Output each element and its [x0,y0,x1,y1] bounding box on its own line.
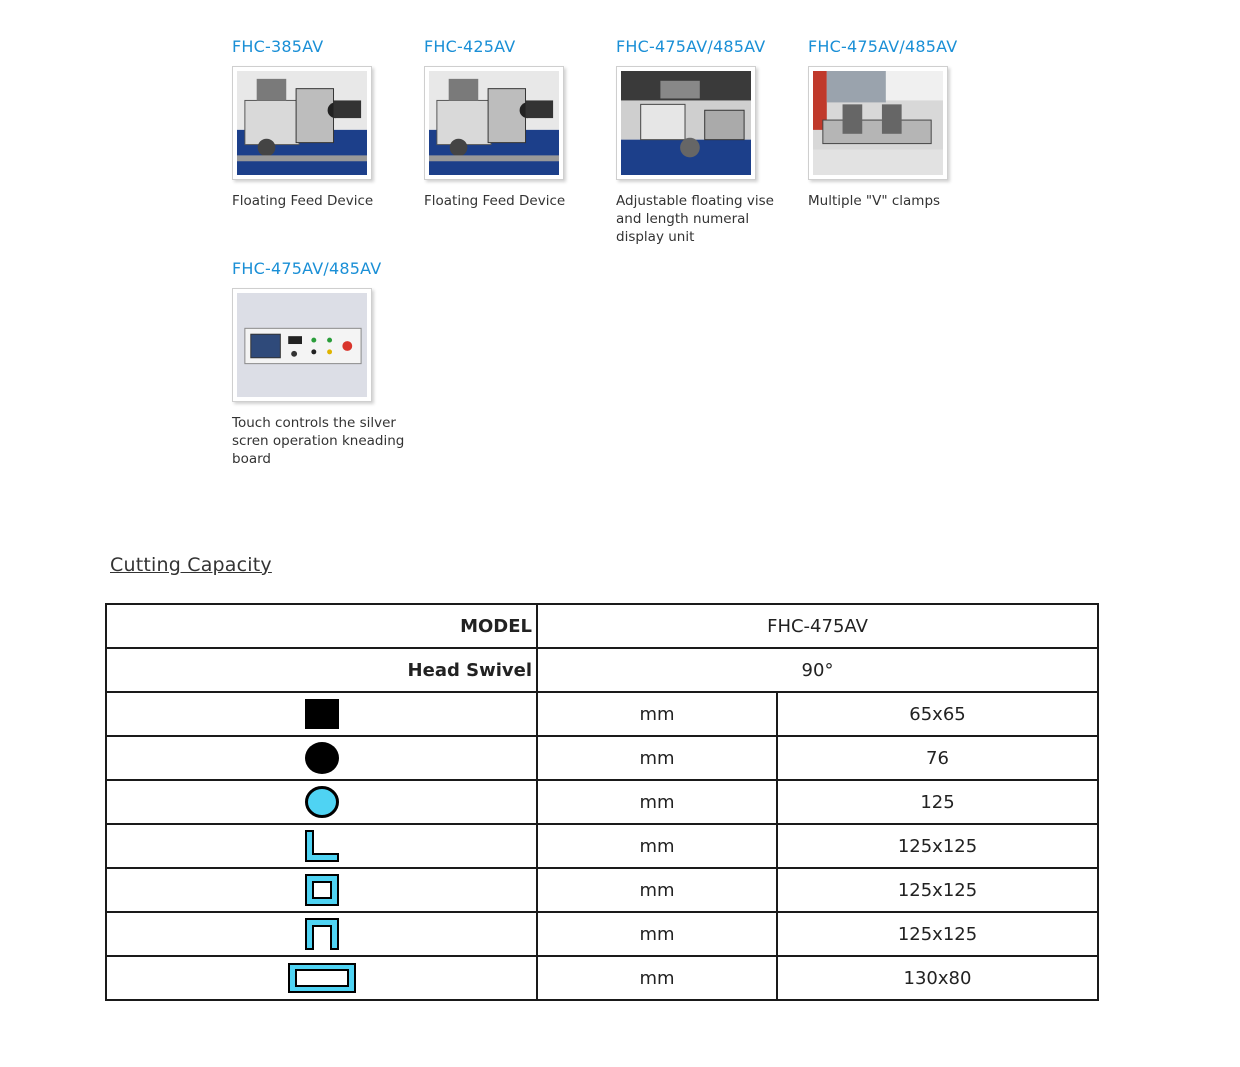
feature-title: FHC-475AV/485AV [808,37,958,56]
table-row [106,736,1098,780]
model-value: FHC-475AV [537,604,1098,648]
cutting-capacity-table [105,603,1099,1001]
unit-cell: mm [537,692,777,736]
feature-title: FHC-475AV/485AV [232,259,382,278]
round-tube-icon [304,785,340,819]
channel-icon [304,918,340,950]
feature-card [424,36,604,210]
unit-cell: mm [537,736,777,780]
feature-caption: Floating Feed Device [232,193,374,209]
floating-vise-photo [616,66,756,180]
capacity-value: 130x80 [777,956,1098,1000]
unit-cell: mm [537,868,777,912]
table-row [106,912,1098,956]
feature-caption: Floating Feed Device [424,193,566,209]
capacity-value: 65x65 [777,692,1098,736]
table-row [106,868,1098,912]
table-row [106,692,1098,736]
unit-cell: mm [537,824,777,868]
floating-feed-device-photo [232,66,372,180]
solid-round-icon [304,741,340,775]
head-swivel-value: 90° [537,648,1098,692]
unit-cell: mm [537,912,777,956]
feature-card [808,36,988,210]
feature-caption: Multiple "V" clamps [808,193,941,209]
feature-title: FHC-385AV [232,37,324,56]
capacity-value: 125 [777,780,1098,824]
v-clamps-photo [808,66,948,180]
feature-title: FHC-425AV [424,37,516,56]
square-tube-icon [304,874,340,906]
unit-cell: mm [537,780,777,824]
feature-caption: Touch controls the silver scren operation kneading board [232,415,405,467]
table-row [106,648,1098,692]
feature-card [232,36,412,210]
capacity-value: 125x125 [777,824,1098,868]
section-title: Cutting Capacity [110,554,272,576]
control-panel-photo [232,288,372,402]
floating-feed-device-photo [424,66,564,180]
capacity-value: 125x125 [777,868,1098,912]
head-swivel-label: Head Swivel [106,648,537,692]
feature-caption: Adjustable floating vise and length numeral display unit [616,193,774,245]
model-label: MODEL [106,604,537,648]
capacity-value: 76 [777,736,1098,780]
rectangular-tube-icon [288,963,356,993]
table-row [106,824,1098,868]
solid-square-icon [304,698,340,730]
angle-iron-icon [304,830,340,862]
feature-title: FHC-475AV/485AV [616,37,766,56]
feature-card [232,258,412,468]
unit-cell: mm [537,956,777,1000]
feature-card [616,36,796,246]
table-row [106,956,1098,1000]
table-row [106,604,1098,648]
table-row [106,780,1098,824]
capacity-value: 125x125 [777,912,1098,956]
